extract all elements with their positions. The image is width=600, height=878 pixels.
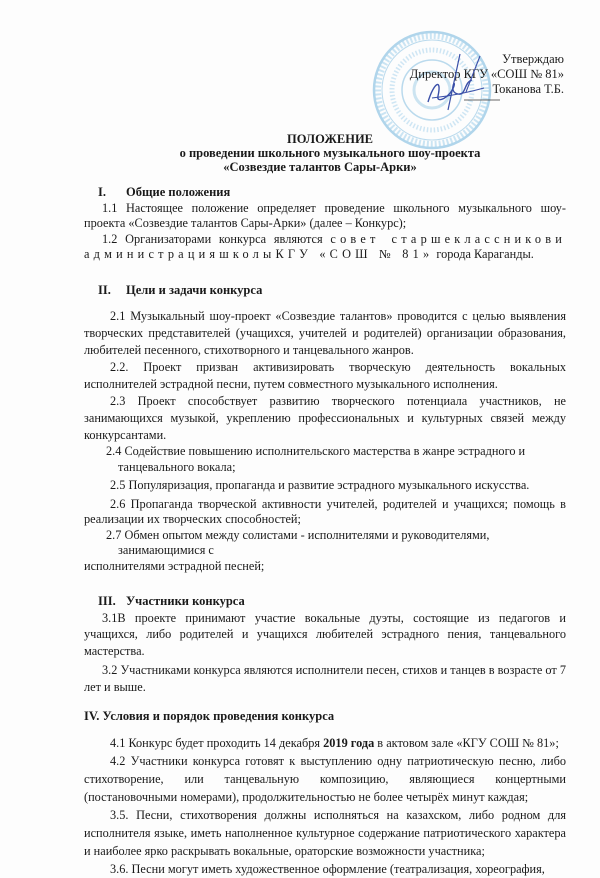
paragraph-1-2-c: города Караганды. <box>433 247 534 261</box>
paragraph-2-2: 2.2. Проект призван активизировать творческую деятельность вокальных исполнителей эстрадной песни, путем совместного музыкального исполнения. <box>84 360 566 391</box>
approval-block <box>409 52 564 97</box>
paragraph-2-1: 2.1 Музыкальный шоу-проект «Созвездие талантов» проводится с целью выявления творческих представителей (учащихся, учителей и родителей) организации образования, любителей песенного, стихотворного и танцевального жанров. <box>84 309 566 357</box>
section-2-heading <box>84 283 566 299</box>
paragraph-3-6: 3.6. Песни могут иметь художественное оформление (театрализация, хореография, <box>110 861 545 876</box>
paragraph-3-5: 3.5. Песни, стихотворения должны исполняться на казахском, либо родном для исполнителя языке, иметь наполненное культурное содержание патриотического характера и наиболее ярко раскрывать вокальные, ораторские возможности участника; <box>84 807 566 858</box>
paragraph-2-6: 2.6 Пропаганда творческой активности учителей, родителей и учащихся; помощь в реализации их творческих способностей; <box>84 496 566 526</box>
signature-icon <box>420 52 500 112</box>
paragraph-4-1-c: в актовом зале «КГУ СОШ № 81»; <box>374 735 559 750</box>
section-3-number: III. <box>98 594 116 608</box>
section-1-number: I. <box>98 185 106 199</box>
paragraph-1-2 <box>84 232 566 263</box>
paragraph-2-3: 2.3 Проект способствует развитию творческого потенциала участников, не занимающихся музыкой, укреплению профессиональных и культурных связей между конкурсантами. <box>84 394 566 442</box>
section-2-number: II. <box>98 282 111 297</box>
paragraph-3-1: 3.1В проекте принимают участие вокальные дуэты, состоящие из педагогов и учащихся, либо родителей и учащихся любителей эстрадного пения, танцевального мастерства. <box>84 610 566 658</box>
document-title <box>0 132 600 174</box>
section-1-title: Общие положения <box>126 185 231 199</box>
paragraph-1-2-a: 1.2 Организаторами конкурса являются <box>102 231 323 246</box>
paragraph-2-7b: исполнителями эстрадной песней; <box>84 558 265 573</box>
paragraph-2-7a: 2.7 Обмен опытом между солистами - исполнителями и руководителями, занимающимися с <box>106 527 490 557</box>
paragraph-3-2: 3.2 Участниками конкурса являются исполнители песен, стихов и танцев в возрасте от 7 лет и выше. <box>84 663 566 694</box>
approval-line-1: Утверждаю <box>502 52 564 66</box>
section-1-heading <box>84 185 566 201</box>
section-4-heading: IV. Условия и порядок проведения конкурса <box>84 709 335 723</box>
paragraph-2-4: 2.4 Содействие повышению исполнительского мастерства в жанре эстрадного и танцевального вокала; <box>106 444 526 474</box>
paragraph-4-2: 4.2 Участники конкурса готовят к выступлению одну патриотическую песню, либо стихотворение, или танцевальную композицию, являющиеся концертными (постановочными номерами), продолжительностью не более четырёх минут каждая; <box>84 753 566 804</box>
approval-line-3: Токанова Т.Б. <box>492 82 564 96</box>
approval-line-2: «СОШ № 81» <box>490 67 564 81</box>
paragraph-4-1-year: 2019 года <box>323 735 375 750</box>
paragraph-2-5: 2.5 Популяризация, пропаганда и развитие эстрадного музыкального искусства. <box>110 478 530 492</box>
paragraph-4-1 <box>84 735 566 752</box>
section-3-heading <box>84 594 566 610</box>
section-3-title: Участники конкурса <box>126 594 245 608</box>
title-subtitle: о проведении школьного музыкального шоу-проекта <box>179 146 481 160</box>
paragraph-4-1-a: 4.1 Конкурс будет проходить 14 декабря <box>110 735 324 750</box>
director-label: Директор КГУ <box>409 67 488 81</box>
section-2-title: Цели и задачи конкурса <box>126 282 263 297</box>
title-heading: ПОЛОЖЕНИЕ <box>286 132 374 146</box>
title-name: «Созвездие талантов Сары-Арки» <box>223 160 417 174</box>
paragraph-1-2-b: совет старшеклассникови администрацияшколыКГУ «СОШ № 81» <box>84 231 566 261</box>
paragraph-1-1: 1.1 Настоящее положение определяет проведение школьного музыкального шоу-проекта «Созвездие талантов Сары-Арки» (далее – Конкурс); <box>84 200 566 230</box>
document-body <box>84 185 566 878</box>
